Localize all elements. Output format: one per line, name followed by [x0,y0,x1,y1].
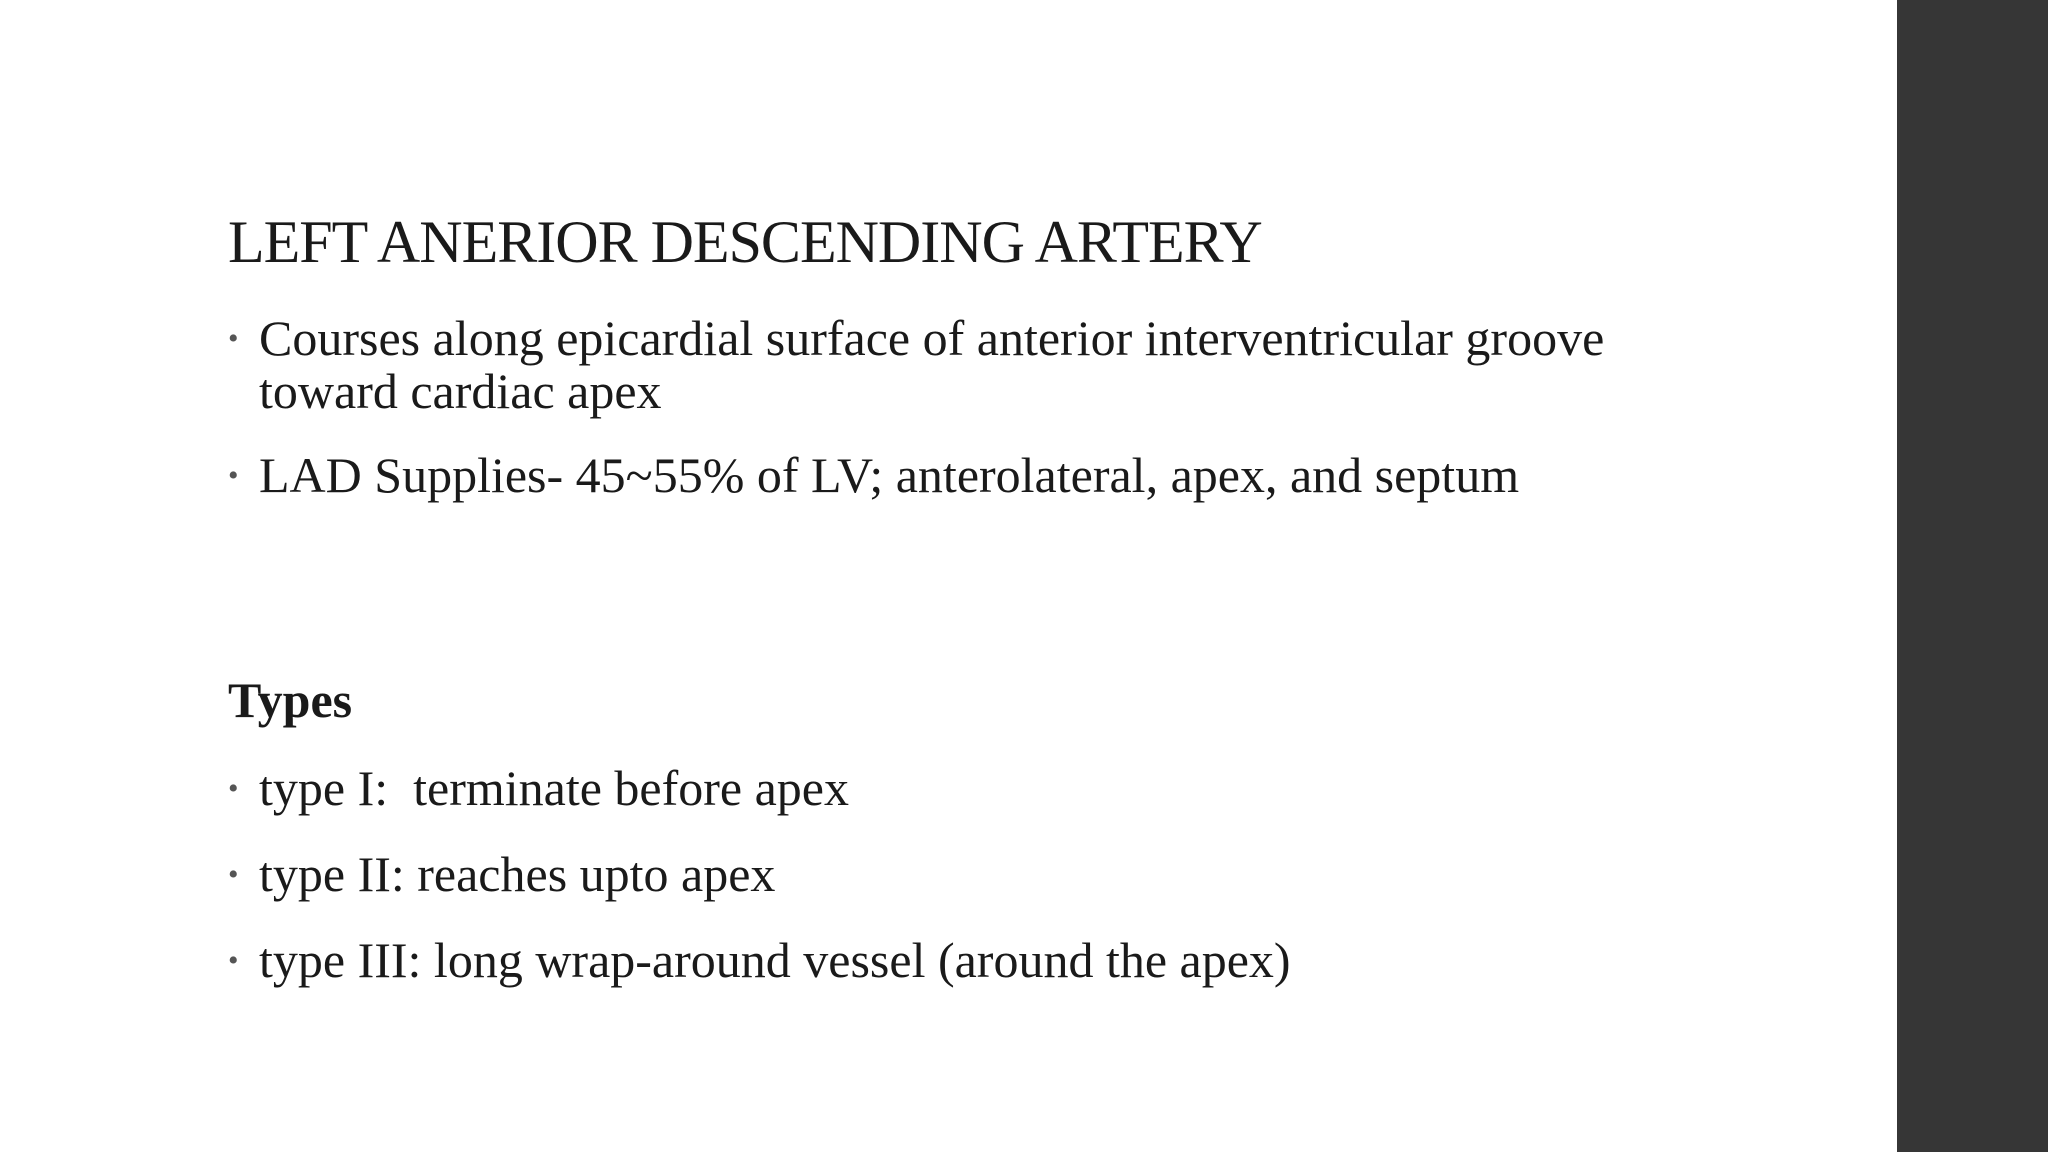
types-heading: Types [228,672,353,728]
bullet-text: LAD Supplies- 45~55% of LV; anterolateral, apex, and septum [259,447,1520,503]
bullet-dot-icon: • [228,944,239,977]
side-accent-bar [1897,0,2048,1152]
list-item [228,762,1608,815]
bullet-dot-icon: • [228,322,239,355]
bullet-text: type II: reaches upto apex [259,846,776,902]
bullet-dot-icon: • [228,858,239,891]
bullet-list-description [228,312,1608,533]
list-item [228,848,1608,901]
list-item [228,934,1608,987]
bullet-text: type I: terminate before apex [259,760,849,816]
bullet-dot-icon: • [228,459,239,492]
bullet-list-types [228,762,1608,1020]
bullet-dot-icon: • [228,772,239,805]
slide-title: LEFT ANERIOR DESCENDING ARTERY [228,209,1262,275]
bullet-text: type III: long wrap-around vessel (around the apex) [259,932,1291,988]
bullet-text: Courses along epicardial surface of anterior interventricular groove toward cardiac apex [259,310,1605,419]
list-item [228,449,1608,502]
list-item [228,312,1608,418]
